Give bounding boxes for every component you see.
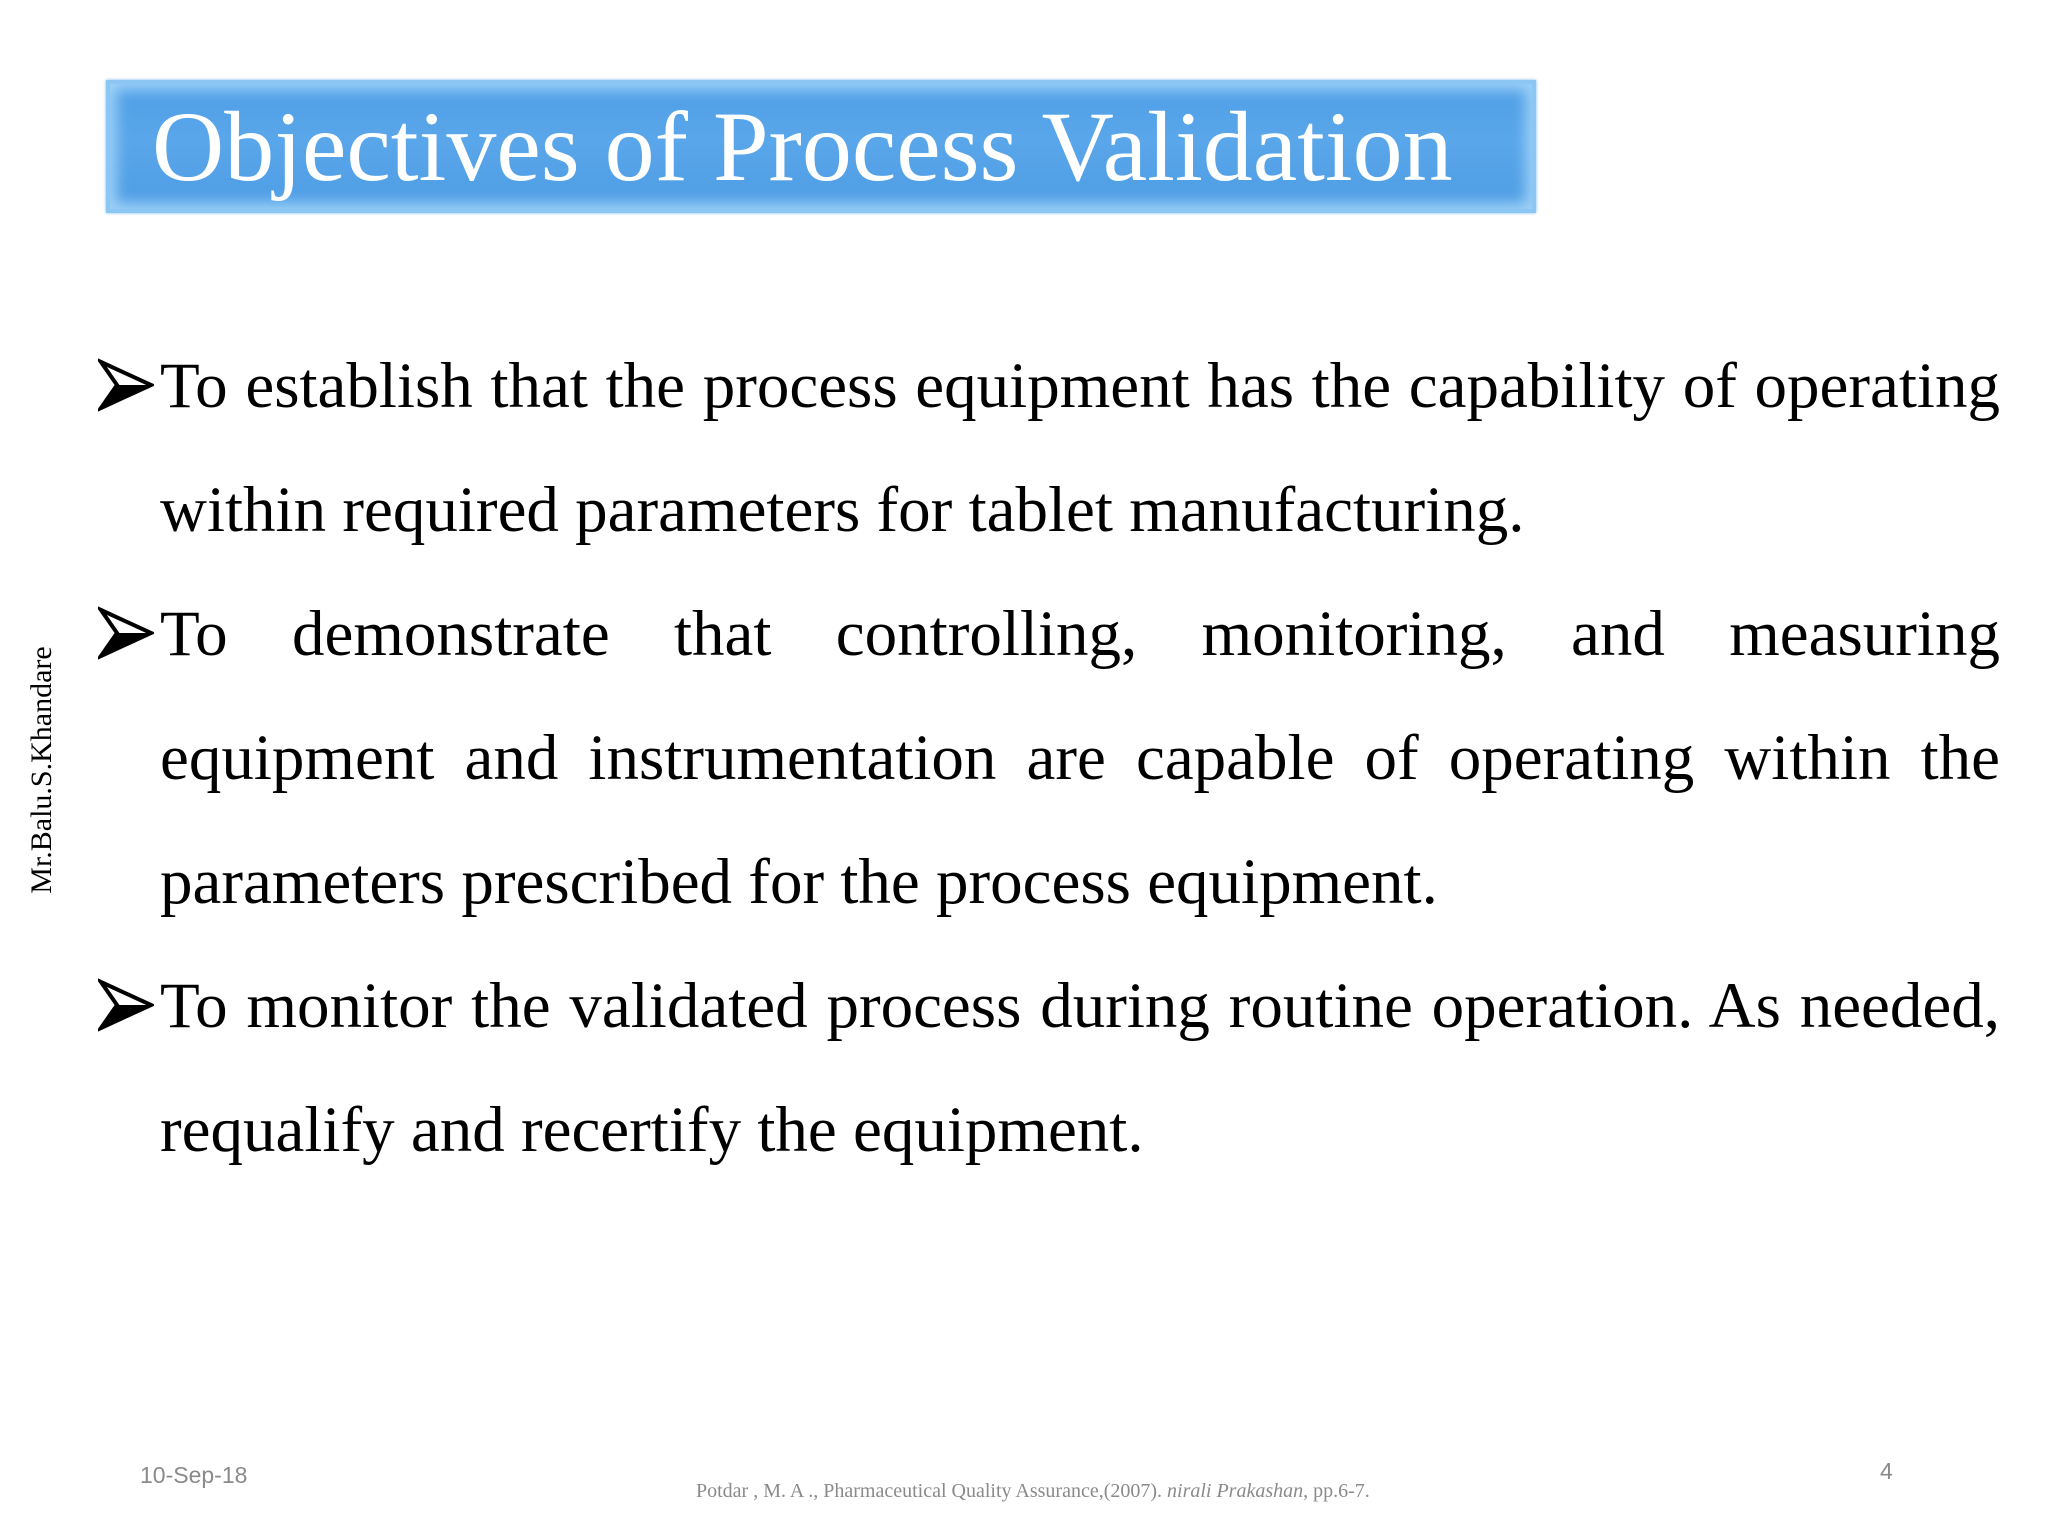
arrowhead-bullet-icon [98,357,154,413]
bullet-item [98,944,2000,1192]
author-vertical-label: Mr.Balu.S.Khandare [25,646,58,894]
bullet-text: To demonstrate that controlling, monitoring, and measuring equipment and instrumentation are capable of operating within the parameters prescribed for the process equipment. [160,598,2000,918]
slide-title: Objectives of Process Validation [152,90,1453,202]
bullet-text: To establish that the process equipment has the capability of operating within required parameters for tablet manufacturing. [160,350,2000,546]
bullet-list [98,324,2000,1192]
bullet-item [98,572,2000,944]
bullet-text: To monitor the validated process during routine operation. As needed, requalify and recertify the equipment. [160,970,2000,1166]
bullet-item [98,324,2000,572]
page-number: 4 [1880,1458,1893,1484]
footer-date: 10-Sep-18 [140,1462,248,1488]
reference-pages: , pp.6-7. [1303,1480,1370,1502]
reference-publisher: nirali Prakashan [1167,1480,1304,1502]
footer-reference [696,1480,1370,1503]
title-banner [106,80,1536,213]
arrowhead-bullet-icon [98,605,154,661]
arrowhead-bullet-icon [98,977,154,1033]
reference-main: Potdar , M. A ., Pharmaceutical Quality Assurance,(2007). [696,1480,1163,1502]
